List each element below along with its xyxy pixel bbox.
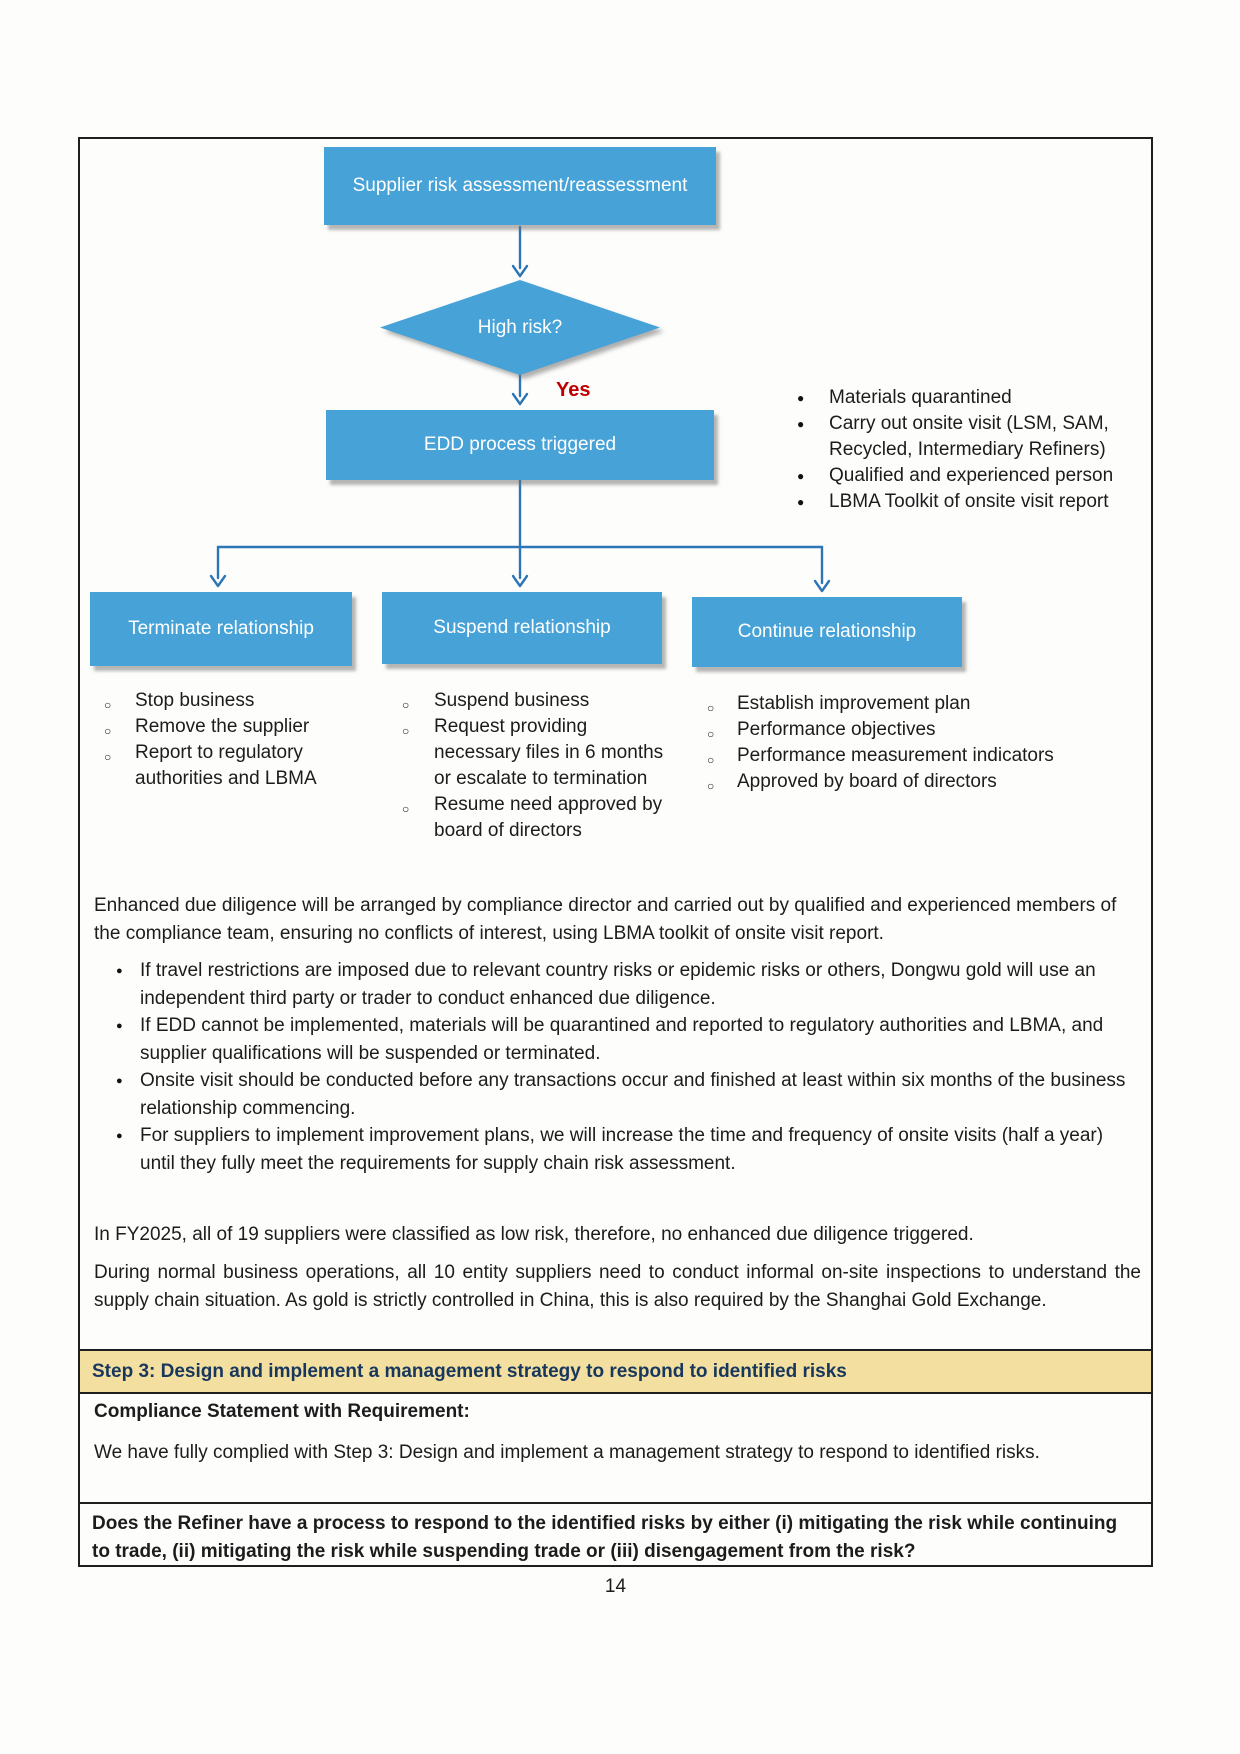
list-item: ○ Remove the supplier (94, 714, 338, 740)
step3-header-text: Step 3: Design and implement a management strategy to respond to identified risks (92, 1360, 847, 1382)
list-item: ● Carry out onsite visit (LSM, SAM, Recycled, Intermediary Refiners) (785, 411, 1153, 463)
list-item: ○ Establish improvement plan (695, 691, 1085, 717)
step3-header-bar (80, 1349, 1151, 1394)
decision-yes-label: Yes (556, 379, 591, 401)
suspend-items-list (392, 688, 672, 844)
list-item: ● LBMA Toolkit of onsite visit report (785, 489, 1153, 515)
list-item: ● Materials quarantined (785, 385, 1153, 411)
paragraph-edd-arrangement: Enhanced due diligence will be arranged by compliance director and carried out by qualified and experienced members of the compliance team, ensuring no conflicts of interest, using LBMA toolkit of onsite visit report. (94, 895, 1117, 944)
connector-branch-line (218, 480, 822, 547)
list-item: ○ Performance measurement indicators (695, 743, 1085, 769)
list-item: ● If EDD cannot be implemented, materials will be quarantined and reported to regulatory authorities and LBMA, and supplier qualifications will be suspended or terminated. (94, 1012, 1141, 1067)
list-item: ○ Stop business (94, 688, 338, 714)
list-item: ● For suppliers to implement improvement plans, we will increase the time and frequency of onsite visits (half a year) until they fully meet the requirements for supply chain risk assessment. (94, 1122, 1141, 1177)
list-item: ○ Report to regulatory authorities and LBMA (94, 740, 338, 792)
content-border-box (78, 137, 1153, 1567)
continue-items-list (695, 691, 1085, 795)
list-item: ● Onsite visit should be conducted before any transactions occur and finished at least within six months of the business relationship commencing. (94, 1067, 1141, 1122)
page-number: 14 (604, 1576, 627, 1597)
list-item: ○ Request providing necessary files in 6 months or escalate to termination (392, 714, 672, 792)
body-bullet-list (94, 957, 1141, 1177)
terminate-items-list (94, 688, 338, 792)
compliance-statement-title: Compliance Statement with Requirement: (94, 1401, 470, 1422)
flow-node-decision (380, 280, 660, 375)
list-item: ○ Performance objectives (695, 717, 1085, 743)
list-item: ○ Approved by board of directors (695, 769, 1085, 795)
requirement-question-box: Does the Refiner have a process to respond to the identified risks by either (i) mitigating the risk while continuing to trade, (ii) mitigating the risk while suspending trade or (iii) disengagement from the risk? (80, 1502, 1151, 1565)
flow-node-continue: Continue relationship (692, 597, 962, 667)
list-item: ● If travel restrictions are imposed due to relevant country risks or epidemic risks or others, Dongwu gold will use an independent third party or trader to conduct enhanced due diligence. (94, 957, 1141, 1012)
flow-node-terminate: Terminate relationship (90, 592, 352, 666)
edd-notes-list (785, 385, 1153, 515)
decision-label: High risk? (477, 316, 563, 338)
compliance-statement-text: We have fully complied with Step 3: Design and implement a management strategy to respond to identified risks. (94, 1442, 1040, 1463)
list-item: ○ Suspend business (392, 688, 672, 714)
list-item: ○ Resume need approved by board of directors (392, 792, 672, 844)
flow-node-edd: EDD process triggered (326, 410, 714, 480)
flow-node-start: Supplier risk assessment/reassessment (324, 147, 716, 225)
flow-node-suspend: Suspend relationship (382, 592, 662, 664)
list-item: ● Qualified and experienced person (785, 463, 1153, 489)
paragraph-fy2025: In FY2025, all of 19 suppliers were classified as low risk, therefore, no enhanced due diligence triggered. (94, 1224, 974, 1245)
paragraph-normal-operations: During normal business operations, all 10 entity suppliers need to conduct informal on-site inspections to understand the supply chain situation. As gold is strictly controlled in China, this is also required by the Shanghai Gold Exchange. (94, 1262, 1141, 1311)
